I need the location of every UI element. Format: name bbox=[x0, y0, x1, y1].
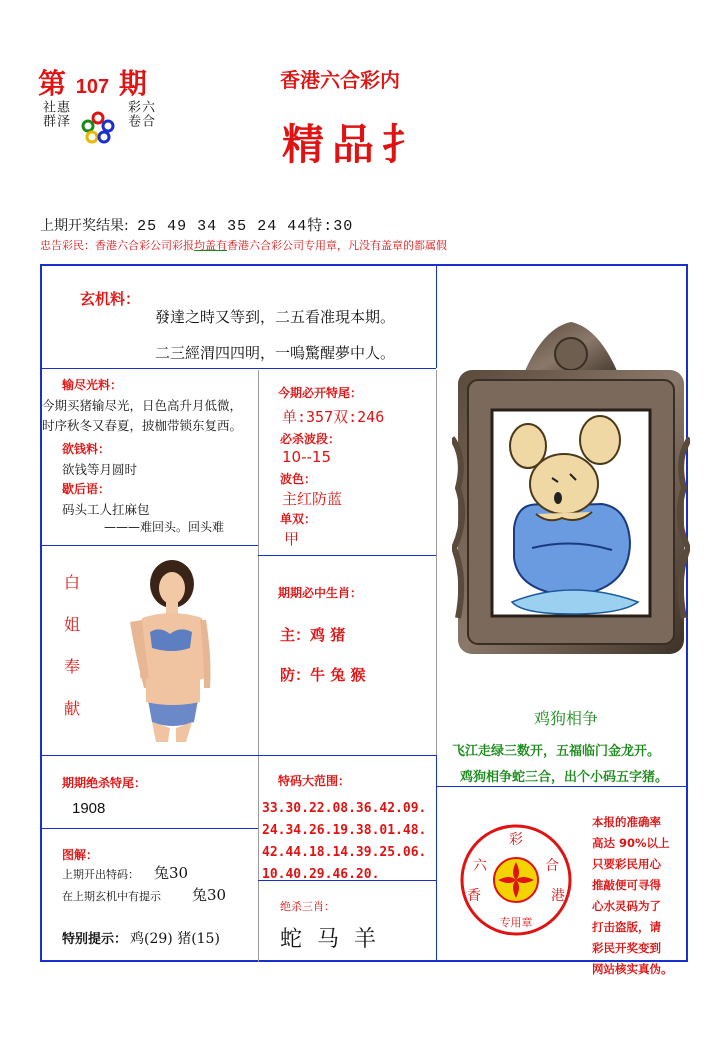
vertical-text-liuhe: 六合 bbox=[139, 100, 154, 128]
fanwei-row: 10.40.29.46.20. bbox=[262, 867, 380, 882]
logo-rings-icon bbox=[78, 108, 118, 146]
juesha-label: 期期绝杀特尾： bbox=[62, 776, 147, 790]
accuracy-line: 本报的准确率 bbox=[592, 815, 661, 829]
stamp-right: 合 bbox=[545, 858, 559, 874]
picture-line1: 飞江走绿三数开，五福临门金龙开。 bbox=[452, 744, 661, 759]
accuracy-line: 彩民开奖变到 bbox=[592, 941, 661, 955]
yuqian-label: 欲钱料： bbox=[62, 442, 111, 456]
warning-text-underlined: 均盖有 bbox=[194, 239, 227, 252]
vertical-text-caijuan: 彩卷 bbox=[125, 100, 140, 128]
fanwei-label: 特码大范围： bbox=[278, 774, 351, 788]
xuanji-line2: 二三經渭四四明，一嗚驚醒夢中人。 bbox=[155, 344, 396, 362]
shengxiao-main: 主：鸡 猪 bbox=[280, 626, 346, 644]
xiehouyu-line1: 码头工人扛麻包 bbox=[62, 502, 150, 517]
xiehouyu-label: 歇后语： bbox=[62, 482, 111, 496]
jueshawang-label: 绝杀三肖： bbox=[280, 900, 335, 913]
divider bbox=[42, 755, 258, 756]
accuracy-line: 打击盗版，请 bbox=[592, 920, 661, 934]
last-result-label: 上期开奖结果: bbox=[40, 218, 129, 234]
divider bbox=[42, 828, 258, 829]
fanwei-numbers bbox=[262, 798, 426, 886]
accuracy-note bbox=[592, 812, 688, 980]
stamp-bottom: 专用章 bbox=[499, 916, 533, 929]
warning-text-a: 香港六合彩公司彩报 bbox=[95, 239, 194, 252]
baijie-char: 姐 bbox=[64, 615, 81, 634]
bose-label: 波色： bbox=[280, 472, 317, 486]
danshuang-label: 单双： bbox=[280, 512, 317, 526]
divider bbox=[42, 368, 436, 369]
jueshawang-value: 蛇 马 羊 bbox=[280, 927, 380, 952]
picture-title: 鸡狗相争 bbox=[534, 709, 599, 728]
title-line1: 香港六合彩内 bbox=[280, 68, 400, 92]
warning-text-b: 香港六合彩公司专用章，凡没有盖章的都属假 bbox=[227, 239, 447, 252]
stamp-top: 彩 bbox=[509, 832, 523, 848]
last-result-numbers: 25 49 34 35 24 44特:30 bbox=[137, 218, 354, 235]
xuanji-label: 玄机料： bbox=[80, 290, 141, 308]
vertical-text-huize: 惠泽 bbox=[54, 100, 69, 128]
tujie-line2-a: 在上期玄机中有提示 bbox=[62, 890, 161, 903]
bose-value: 主红防蓝 bbox=[282, 490, 343, 508]
divider bbox=[42, 545, 258, 546]
baijie-char: 白 bbox=[64, 573, 81, 592]
yuqian-text: 欲钱等月圆时 bbox=[62, 462, 138, 477]
accuracy-line: 推敲便可寻得 bbox=[592, 878, 661, 892]
issue-value: 107 bbox=[75, 76, 110, 98]
bodu-value: 10--15 bbox=[282, 448, 331, 466]
divider bbox=[436, 266, 437, 368]
fanwei-row: 33.30.22.08.36.42.09. bbox=[262, 801, 427, 816]
tujie-line1-a: 上期开出特码： bbox=[62, 868, 139, 881]
divider bbox=[258, 755, 436, 756]
picture-line2: 鸡狗相争蛇三合，出个小码五字猪。 bbox=[460, 770, 669, 785]
xiehouyu-line2: ———难回头。回头难 bbox=[104, 520, 225, 534]
tips-label: 特别提示： bbox=[62, 932, 128, 947]
shujin-label: 输尽光料： bbox=[62, 378, 123, 392]
accuracy-line: 高达 90%以上 bbox=[592, 836, 670, 850]
shujin-line1: 今期买猪输尽光，日色高升月低微， bbox=[42, 398, 243, 413]
title-line2: 精品扌 bbox=[282, 120, 433, 169]
divider bbox=[436, 370, 437, 755]
divider bbox=[436, 786, 688, 787]
danshuang-value: 甲 bbox=[284, 530, 300, 548]
model-photo bbox=[120, 558, 216, 742]
juesha-value: 1908 bbox=[72, 800, 106, 817]
last-result bbox=[40, 214, 353, 235]
divider bbox=[258, 370, 259, 962]
tujie-line2-b: 兔30 bbox=[192, 886, 227, 904]
stamp-bl: 香 bbox=[467, 888, 481, 904]
accuracy-line: 只要彩民用心 bbox=[592, 857, 661, 871]
tujie-line1-b: 兔30 bbox=[154, 864, 189, 882]
stamp-br: 港 bbox=[551, 888, 565, 904]
stamp-left: 六 bbox=[473, 858, 487, 874]
teshu-danshuang: 单:357双:246 bbox=[282, 408, 385, 426]
official-stamp bbox=[458, 822, 574, 938]
teshu-label: 今期必开特尾： bbox=[278, 386, 363, 400]
accuracy-line: 网站核实真伪。 bbox=[592, 962, 673, 976]
vertical-text-shequn: 社群 bbox=[40, 100, 55, 128]
baijie-vertical bbox=[64, 562, 80, 730]
warning-prefix: 忠告彩民： bbox=[40, 239, 95, 252]
shengxiao-label: 期期必中生肖： bbox=[278, 586, 363, 600]
issue-suffix: 期 bbox=[118, 67, 147, 100]
fanwei-row: 42.44.18.14.39.25.06. bbox=[262, 845, 427, 860]
issue-number bbox=[38, 62, 147, 102]
baijie-char: 奉 bbox=[64, 657, 81, 676]
fanwei-row: 24.34.26.19.38.01.48. bbox=[262, 823, 427, 838]
shujin-line2: 时序秋冬又春夏，披枷带锁东复西。 bbox=[42, 418, 243, 433]
baijie-char: 献 bbox=[64, 699, 81, 718]
divider bbox=[258, 555, 436, 556]
ornate-mirror-image bbox=[452, 318, 690, 660]
accuracy-line: 心水灵码为了 bbox=[592, 899, 661, 913]
bodu-label: 必杀波段： bbox=[280, 432, 341, 446]
warning-text bbox=[40, 237, 447, 253]
issue-prefix: 第 bbox=[38, 67, 67, 100]
tujie-label: 图解： bbox=[62, 848, 99, 862]
shengxiao-fang: 防：牛 兔 猴 bbox=[280, 666, 366, 684]
xuanji-line1: 發達之時又等到，二五看准現本期。 bbox=[155, 308, 396, 326]
tips-value: 鸡(29) 猪(15) bbox=[130, 931, 220, 947]
